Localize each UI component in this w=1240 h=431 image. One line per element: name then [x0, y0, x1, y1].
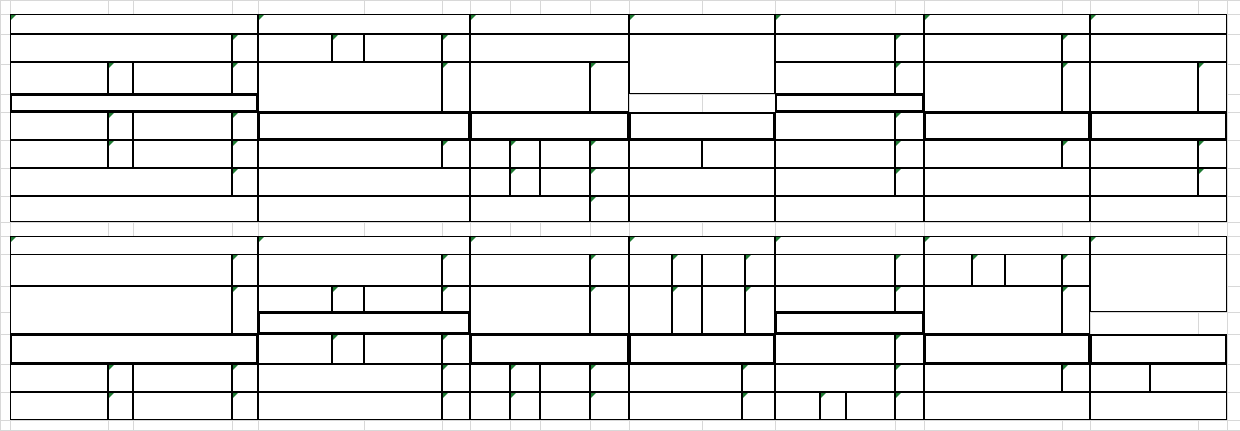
group-header[interactable] — [470, 14, 629, 34]
lunch-break[interactable] — [1090, 334, 1227, 364]
subject-cell[interactable] — [133, 112, 232, 140]
room-cell[interactable] — [1198, 140, 1227, 168]
group-header[interactable] — [1090, 236, 1227, 256]
subject-cell[interactable] — [924, 168, 1090, 196]
subject-cell[interactable] — [258, 34, 332, 62]
subject-cell[interactable] — [775, 334, 895, 364]
subject-cell[interactable] — [775, 286, 895, 312]
subject-cell[interactable] — [133, 62, 232, 94]
room-cell[interactable] — [672, 286, 702, 334]
room-cell[interactable] — [232, 34, 258, 62]
subject-cell[interactable] — [258, 140, 442, 168]
subject-cell[interactable] — [364, 334, 442, 364]
room-cell[interactable] — [820, 392, 846, 420]
room-cell[interactable] — [108, 392, 133, 420]
subject-cell[interactable] — [540, 140, 590, 168]
subject-cell[interactable] — [258, 286, 332, 312]
subject-cell[interactable] — [10, 364, 108, 392]
subject-cell[interactable] — [702, 254, 745, 286]
subject-cell[interactable] — [1090, 62, 1198, 112]
lunch-break[interactable] — [10, 334, 258, 364]
subject-cell[interactable] — [258, 334, 332, 364]
subject-cell[interactable] — [924, 62, 1062, 112]
lunch-break[interactable] — [1090, 112, 1227, 140]
subject-cell[interactable] — [775, 34, 895, 62]
room-cell[interactable] — [1198, 168, 1227, 196]
subject-cell[interactable] — [470, 62, 590, 112]
room-cell[interactable] — [590, 140, 629, 168]
room-cell[interactable] — [232, 254, 258, 286]
subject-cell[interactable] — [775, 364, 895, 392]
room-cell[interactable] — [442, 34, 470, 62]
subject-cell[interactable] — [470, 254, 590, 286]
room-cell[interactable] — [590, 254, 629, 286]
group-header[interactable] — [258, 236, 470, 256]
room-cell[interactable] — [108, 112, 133, 140]
room-cell[interactable] — [442, 140, 470, 168]
room-cell[interactable] — [590, 286, 629, 334]
group-header[interactable] — [258, 14, 470, 34]
subject-cell[interactable] — [1090, 140, 1198, 168]
subject-cell[interactable] — [924, 196, 1090, 222]
lunch-break[interactable] — [470, 334, 629, 364]
subject-cell[interactable] — [10, 62, 108, 94]
subject-cell[interactable] — [775, 112, 895, 140]
lunch-break[interactable] — [629, 112, 775, 140]
subject-cell[interactable] — [629, 168, 775, 196]
subject-cell[interactable] — [10, 254, 232, 286]
subject-cell[interactable] — [629, 364, 742, 392]
room-cell[interactable] — [895, 392, 924, 420]
subject-cell[interactable] — [133, 392, 232, 420]
subject-cell[interactable] — [470, 286, 590, 334]
subject-cell[interactable] — [629, 140, 702, 168]
room-cell[interactable] — [590, 62, 629, 112]
room-cell[interactable] — [895, 364, 924, 392]
subject-cell[interactable] — [10, 196, 258, 222]
subject-cell[interactable] — [775, 196, 924, 222]
room-cell[interactable] — [895, 168, 924, 196]
subject-cell[interactable] — [1090, 392, 1227, 420]
subject-cell[interactable] — [540, 392, 590, 420]
room-cell[interactable] — [1062, 254, 1090, 286]
subject-cell[interactable] — [133, 364, 232, 392]
room-cell[interactable] — [510, 364, 540, 392]
subject-cell[interactable] — [258, 254, 442, 286]
subject-cell[interactable] — [1090, 34, 1227, 62]
lunch-break[interactable] — [10, 94, 258, 112]
subject-cell[interactable] — [629, 196, 775, 222]
subject-cell[interactable] — [924, 34, 1062, 62]
subject-cell[interactable] — [10, 140, 108, 168]
room-cell[interactable] — [108, 140, 133, 168]
room-cell[interactable] — [232, 286, 258, 334]
subject-cell[interactable] — [924, 254, 972, 286]
subject-cell[interactable] — [846, 392, 895, 420]
room-cell[interactable] — [232, 168, 258, 196]
subject-cell[interactable] — [924, 286, 1062, 334]
room-cell[interactable] — [108, 62, 133, 94]
room-cell[interactable] — [1062, 286, 1090, 334]
room-cell[interactable] — [745, 286, 775, 334]
room-cell[interactable] — [590, 168, 629, 196]
room-cell[interactable] — [442, 254, 470, 286]
subject-cell[interactable] — [470, 140, 510, 168]
subject-cell[interactable] — [470, 168, 510, 196]
subject-cell[interactable] — [470, 392, 510, 420]
subject-cell[interactable] — [924, 392, 1090, 420]
subject-cell[interactable] — [629, 286, 672, 334]
subject-cell[interactable] — [133, 140, 232, 168]
subject-cell[interactable] — [258, 392, 442, 420]
room-cell[interactable] — [232, 112, 258, 140]
subject-cell[interactable] — [924, 364, 1062, 392]
subject-cell[interactable] — [924, 140, 1062, 168]
lunch-break[interactable] — [258, 112, 470, 140]
group-header[interactable] — [470, 236, 629, 256]
subject-cell[interactable] — [1090, 196, 1227, 222]
group-header[interactable] — [775, 236, 924, 256]
room-cell[interactable] — [895, 112, 924, 140]
room-cell[interactable] — [232, 140, 258, 168]
group-header[interactable] — [1090, 14, 1227, 34]
group-header[interactable] — [10, 14, 258, 34]
room-cell[interactable] — [590, 196, 629, 222]
room-cell[interactable] — [972, 254, 1005, 286]
room-cell[interactable] — [510, 168, 540, 196]
room-cell[interactable] — [895, 286, 924, 312]
subject-cell[interactable] — [258, 168, 470, 196]
lunch-break[interactable] — [629, 334, 775, 364]
room-cell[interactable] — [108, 364, 133, 392]
room-cell[interactable] — [232, 392, 258, 420]
lunch-break[interactable] — [258, 312, 470, 334]
subject-cell[interactable] — [775, 140, 895, 168]
room-cell[interactable] — [895, 140, 924, 168]
subject-cell[interactable] — [258, 62, 442, 112]
subject-cell[interactable] — [470, 196, 590, 222]
subject-cell[interactable] — [10, 34, 232, 62]
subject-cell[interactable] — [1090, 168, 1198, 196]
subject-cell[interactable] — [629, 392, 742, 420]
subject-cell[interactable] — [470, 364, 510, 392]
subject-cell[interactable] — [10, 286, 232, 334]
room-cell[interactable] — [332, 334, 364, 364]
subject-cell[interactable] — [702, 286, 745, 334]
subject-cell[interactable] — [775, 254, 895, 286]
room-cell[interactable] — [895, 254, 924, 286]
subject-cell[interactable] — [1005, 254, 1062, 286]
lunch-break[interactable] — [924, 112, 1090, 140]
lunch-break[interactable] — [775, 312, 924, 334]
room-cell[interactable] — [442, 286, 470, 312]
room-cell[interactable] — [590, 392, 629, 420]
room-cell[interactable] — [1062, 140, 1090, 168]
subject-cell[interactable] — [540, 168, 590, 196]
room-cell[interactable] — [590, 364, 629, 392]
room-cell[interactable] — [1062, 34, 1090, 62]
room-cell[interactable] — [442, 392, 470, 420]
subject-cell[interactable] — [775, 392, 820, 420]
subject-cell[interactable] — [258, 364, 442, 392]
room-cell[interactable] — [332, 34, 364, 62]
subject-cell[interactable] — [775, 62, 895, 94]
subject-cell[interactable] — [775, 168, 895, 196]
subject-cell[interactable] — [364, 34, 442, 62]
subject-cell[interactable] — [629, 254, 672, 286]
room-cell[interactable] — [232, 364, 258, 392]
subject-cell[interactable] — [470, 34, 629, 62]
room-cell[interactable] — [442, 364, 470, 392]
subject-cell[interactable] — [364, 286, 442, 312]
room-cell[interactable] — [895, 34, 924, 62]
subject-cell[interactable] — [540, 364, 590, 392]
room-cell[interactable] — [442, 334, 470, 364]
subject-cell[interactable] — [10, 392, 108, 420]
room-cell[interactable] — [745, 254, 775, 286]
subject-cell[interactable] — [10, 112, 108, 140]
room-cell[interactable] — [442, 62, 470, 112]
group-header[interactable] — [775, 14, 924, 34]
room-cell[interactable] — [895, 62, 924, 94]
lunch-break[interactable] — [924, 334, 1090, 364]
room-cell[interactable] — [332, 286, 364, 312]
subject-cell[interactable] — [258, 196, 470, 222]
lunch-break[interactable] — [470, 112, 629, 140]
room-cell[interactable] — [510, 392, 540, 420]
room-cell[interactable] — [1062, 62, 1090, 112]
subject-cell[interactable] — [1090, 254, 1227, 312]
subject-cell[interactable] — [629, 34, 775, 94]
room-cell[interactable] — [742, 392, 775, 420]
subject-cell[interactable] — [702, 140, 775, 168]
group-header[interactable] — [629, 14, 775, 34]
room-cell[interactable] — [742, 364, 775, 392]
subject-cell[interactable] — [10, 168, 232, 196]
group-header[interactable] — [924, 14, 1090, 34]
subject-cell[interactable] — [1090, 364, 1150, 392]
lunch-break[interactable] — [775, 94, 924, 112]
room-cell[interactable] — [895, 334, 924, 364]
group-header[interactable] — [629, 236, 775, 256]
room-cell[interactable] — [1062, 364, 1090, 392]
group-header[interactable] — [924, 236, 1090, 256]
room-cell[interactable] — [1198, 62, 1227, 112]
subject-cell[interactable] — [1150, 364, 1227, 392]
room-cell[interactable] — [672, 254, 702, 286]
room-cell[interactable] — [510, 140, 540, 168]
room-cell[interactable] — [232, 62, 258, 94]
group-header[interactable] — [10, 236, 258, 256]
